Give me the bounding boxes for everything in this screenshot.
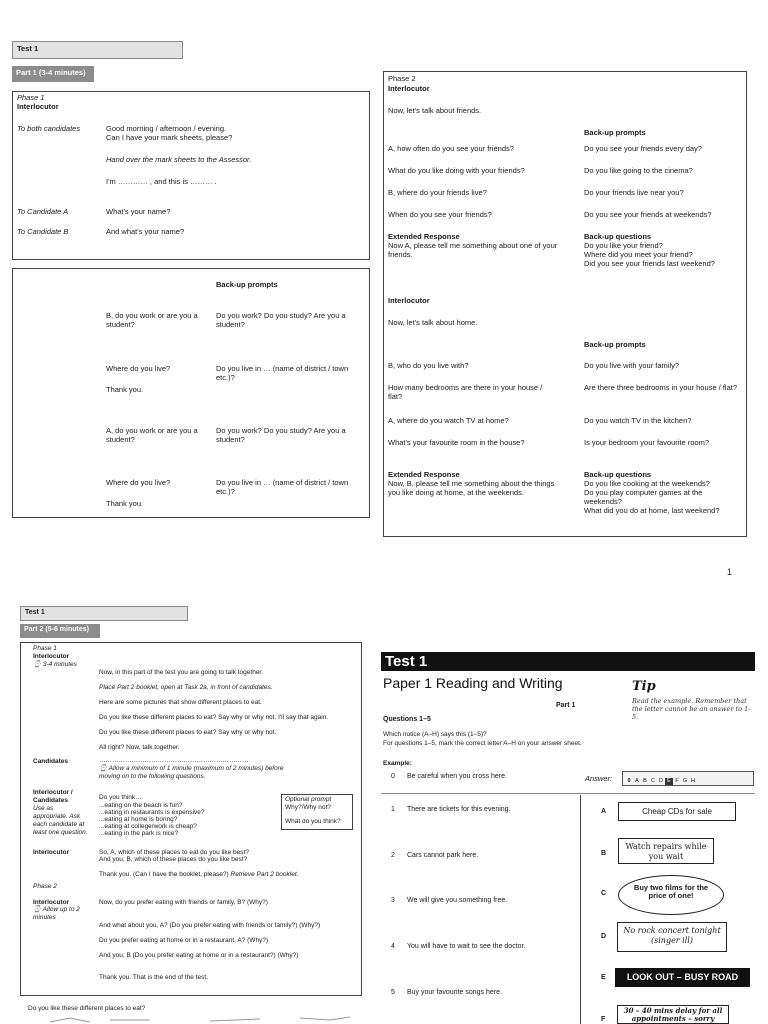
phase2-label: Phase 2 <box>388 74 416 83</box>
instruction-line: All right? Now, talk together. <box>99 744 180 751</box>
phase2-line: Do you prefer eating at home or in a restaurant, A? (Why?) <box>99 937 269 944</box>
prompt: Do your friends live near you? <box>584 188 684 197</box>
extended-response-header: Extended Response <box>388 232 460 241</box>
interlocutor-label-2: Interlocutor <box>388 296 430 305</box>
prompt: Are there three bedrooms in your house / flat? <box>584 383 738 392</box>
question: B, who do you live with? <box>388 361 469 370</box>
extended-response-text-2: Now, B, please tell me something about the things you like doing at home, at the weekends. <box>388 479 555 498</box>
instruction-1: Which notice (A–H) says this (1–5)? <box>383 731 487 738</box>
allow-timing-2: ⌚ Allow up to 2 minutes <box>33 906 80 922</box>
what-think-text: What do you think? <box>285 818 341 826</box>
and-whats-name-line: And what's your name? <box>106 227 185 236</box>
and-b-line: And you, B, which of these places do you like best? <box>99 856 248 863</box>
prompt: Do you like going to the cinema? <box>584 166 693 175</box>
phase1-label: Phase 1 <box>33 645 57 652</box>
candidate-b-label: To Candidate B <box>17 227 69 236</box>
example-text: Be careful when you cross here. <box>407 773 507 780</box>
item-text: There are tickets for this evening. <box>407 806 511 813</box>
timing-label: ⌚ 3-4 minutes <box>33 661 77 668</box>
notice-f: 30 – 40 mins delay for all appointments – sorry <box>617 1005 729 1024</box>
prompt: Do you live in … (name of district / town etc.)? <box>216 364 349 383</box>
answer-cell: 0 <box>627 778 631 784</box>
question: How many bedrooms are there in your house / flat? <box>388 383 543 402</box>
paper-part-label: Part 1 <box>556 702 576 709</box>
backup-prompts-header: Back-up prompts <box>216 280 278 289</box>
answer-cell: E <box>665 778 673 785</box>
friends-intro: Now, let's talk about friends. <box>388 106 482 115</box>
answer-cell: B <box>643 778 647 784</box>
question: A, where do you watch TV at home? <box>388 416 509 425</box>
question: When do you see your friends? <box>388 210 492 219</box>
both-candidates-label: To both candidates <box>17 124 81 133</box>
home-intro: Now, let's talk about home. <box>388 318 478 327</box>
part2-box <box>20 642 362 996</box>
part2-label-text: Part 2 (5-6 minutes) <box>24 626 89 633</box>
notice-letter: B <box>601 850 607 857</box>
item-number: 5 <box>391 989 395 996</box>
so-a-line: So, A, which of these places to eat do you like best? <box>99 849 249 856</box>
prompt: Do you watch TV in the kitchen? <box>584 416 692 425</box>
phase2-box <box>383 71 747 537</box>
question: A, how often do you see your friends? <box>388 144 514 153</box>
question: B, do you work or are you a student? <box>106 311 198 330</box>
test-label-text: Test 1 <box>17 44 39 53</box>
notice-letter: F <box>601 1016 606 1023</box>
instruction-2: For questions 1–5, mark the correct letter A–H on your answer sheet. <box>383 740 582 747</box>
notice-a: Cheap CDs for sale <box>618 802 736 821</box>
paper-test-bar <box>381 652 755 671</box>
answer-cell: D <box>659 778 663 784</box>
part2-label <box>20 624 100 638</box>
answer-cell: H <box>691 778 695 784</box>
think-item: ...eating in the park is nice? <box>99 830 179 837</box>
interlocutor-label: Interlocutor <box>33 653 70 660</box>
question: Thank you. <box>106 385 144 394</box>
item-text: We will give you something free. <box>407 897 508 904</box>
item-number: 3 <box>391 897 395 904</box>
dots-line: …………………………………………………………… <box>99 757 249 764</box>
instruction-line: Place Part 2 booklet, open at Task 2a, in front of candidates. <box>99 684 273 691</box>
interlocutor-label-3: Interlocutor <box>33 899 70 906</box>
think-item: ...eating on the beach is fun? <box>99 802 183 809</box>
phase2-line: Thank you. That is the end of the test. <box>99 974 209 981</box>
instruction-line: Now, in this part of the test you are going to talk together. <box>99 669 264 676</box>
answer-cell: A <box>635 778 639 784</box>
notice-letter: E <box>601 974 606 981</box>
answer-label: Answer: <box>585 774 613 783</box>
test-label <box>12 41 183 59</box>
optional-prompt-box <box>281 794 353 830</box>
prompt: Do you live with your family? <box>584 361 680 370</box>
question: A, do you work or are you a student? <box>106 426 198 445</box>
interlocutor-label: Interlocutor <box>17 102 59 111</box>
think-item: ...eating at home is boring? <box>99 816 178 823</box>
test-label-2 <box>20 606 188 621</box>
notice-b: Watch repairs while you wait <box>618 838 714 864</box>
thank-booklet-line <box>99 871 298 879</box>
notice-letter: A <box>601 808 607 815</box>
divider <box>381 793 755 794</box>
phase2-line: And you, B (Do you prefer eating at home or in a restaurant?) (Why?) <box>99 952 299 959</box>
phase-label: Phase 1 <box>17 93 45 102</box>
backup-question: Where did you meet your friend? <box>584 250 693 259</box>
questions-label: Questions 1–5 <box>383 716 431 723</box>
item-text: You will have to wait to see the doctor. <box>407 943 526 950</box>
picture-strip <box>30 1014 360 1024</box>
extended-response-text: Now A, please tell me something about one of your friends. <box>388 241 558 260</box>
prompt: Is your bedroom your favourite room? <box>584 438 710 447</box>
backup-question: Did you see your friends last weekend? <box>584 259 715 268</box>
prompt: Do you work? Do you study? Are you a student? <box>216 426 346 445</box>
backup-question: Do you play computer games at the weekends? <box>584 488 703 507</box>
phase2-line: Now, do you prefer eating with friends or family, B? (Why?) <box>99 899 268 906</box>
item-number: 2 <box>391 852 395 859</box>
notice-d: No rock concert tonight (singer ill) <box>617 922 727 952</box>
backup-questions-header-2: Back-up questions <box>584 470 652 479</box>
prompt: Do you live in … (name of district / town etc.)? <box>216 478 349 497</box>
prompt: Do you see your friends at weekends? <box>584 210 712 219</box>
question: Thank you. <box>106 499 144 508</box>
prompt: Do you see your friends every day? <box>584 144 702 153</box>
example-number: 0 <box>391 773 395 780</box>
item-text: Cars cannot park here. <box>407 852 479 859</box>
retrieve-instruction: Retrieve Part 2 booklet. <box>230 871 299 878</box>
backup-question: Do you like your friend? <box>584 241 663 250</box>
prompt: Do you work? Do you study? Are you a student? <box>216 311 346 330</box>
do-you-think: Do you think… <box>99 794 142 801</box>
introduction-line: I'm ………… , and this is ……… . <box>106 177 217 186</box>
interlocutor-candidates-label: Interlocutor / Candidates <box>33 789 73 805</box>
candidates-label: Candidates <box>33 758 69 765</box>
hand-over-instruction: Hand over the mark sheets to the Assessor. <box>106 155 252 164</box>
why-not-text: Why?/Why not? <box>285 804 331 812</box>
think-item: ...eating at college/work is cheap? <box>99 823 197 830</box>
backup-prompts-header-2: Back-up prompts <box>584 340 646 349</box>
mark-sheets-line: Can I have your mark sheets, please? <box>106 133 233 142</box>
question: Where do you live? <box>106 364 171 373</box>
instruction-line: Here are some pictures that show different places to eat. <box>99 699 262 706</box>
notice-letter: C <box>601 890 607 897</box>
interlocutor-label-2: Interlocutor <box>33 849 70 856</box>
candidate-a-label: To Candidate A <box>17 207 69 216</box>
phase2-line: And what about you, A? (Do you prefer eating with friends or family?) (Why?) <box>99 922 321 929</box>
answer-cell: G <box>682 778 688 784</box>
answer-cell: F <box>675 778 679 784</box>
question: B, where do your friends live? <box>388 188 487 197</box>
tip-text: Read the example. Remember that the letter cannot be an answer to 1-5. <box>632 697 751 722</box>
thank-booklet-text: Thank you. (Can I have the booklet, please?) <box>99 871 229 878</box>
backup-prompts-header: Back-up prompts <box>584 128 646 137</box>
notice-letter: D <box>601 933 607 940</box>
page-number: 1 <box>727 567 733 577</box>
question: What do you like doing with your friends? <box>388 166 525 175</box>
question: Where do you live? <box>106 478 171 487</box>
item-text: Buy your favourite songs here. <box>407 989 502 996</box>
part-label <box>12 66 94 82</box>
part-label-text: Part 1 (3-4 minutes) <box>16 68 86 77</box>
answer-grid <box>622 771 754 786</box>
test-label-2-text: Test 1 <box>25 609 45 616</box>
bottom-caption: Do you like these different places to eat? <box>28 1005 146 1012</box>
optional-prompt-title: Optional prompt <box>285 796 332 803</box>
instruction-line: Do you like these different places to eat? Say why or why not. <box>99 729 277 736</box>
notice-e: LOOK OUT – BUSY ROAD <box>615 968 750 987</box>
item-number: 1 <box>391 806 395 813</box>
greeting-line: Good morning / afternoon / evening. <box>106 124 227 133</box>
backup-question: Do you like cooking at the weekends? <box>584 479 710 488</box>
interlocutor-label: Interlocutor <box>388 84 430 93</box>
item-number: 4 <box>391 943 395 950</box>
paper-title: Paper 1 Reading and Writing <box>383 675 563 691</box>
paper-test-label: Test 1 <box>385 653 428 670</box>
column-divider <box>580 795 581 1024</box>
instruction-line: Do you like these different places to eat? Say why or why not. I'll say that again. <box>99 714 329 721</box>
question: What's your favourite room in the house? <box>388 438 525 447</box>
example-label: Example: <box>383 760 412 767</box>
part1-backup-box <box>12 268 370 518</box>
part1-phase1-box <box>12 91 370 260</box>
think-item: ...eating in restaurants is expensive? <box>99 809 205 816</box>
use-appropriate-note: Use as appropriate. Ask each candidate at least one question. <box>33 805 88 837</box>
allow-instruction: ⌚ Allow a minimum of 1 minute (maximum of 2 minutes) before moving on to the following questions. <box>99 765 284 781</box>
whats-name-line: What's your name? <box>106 207 171 216</box>
answer-cell: C <box>651 778 655 784</box>
notice-c: Buy two films for the price of one! <box>618 875 724 915</box>
phase2-label: Phase 2 <box>33 883 57 890</box>
backup-questions-header: Back-up questions <box>584 232 652 241</box>
tip-title: Tip <box>632 679 656 694</box>
extended-response-header-2: Extended Response <box>388 470 460 479</box>
backup-question: What did you do at home, last weekend? <box>584 506 720 515</box>
